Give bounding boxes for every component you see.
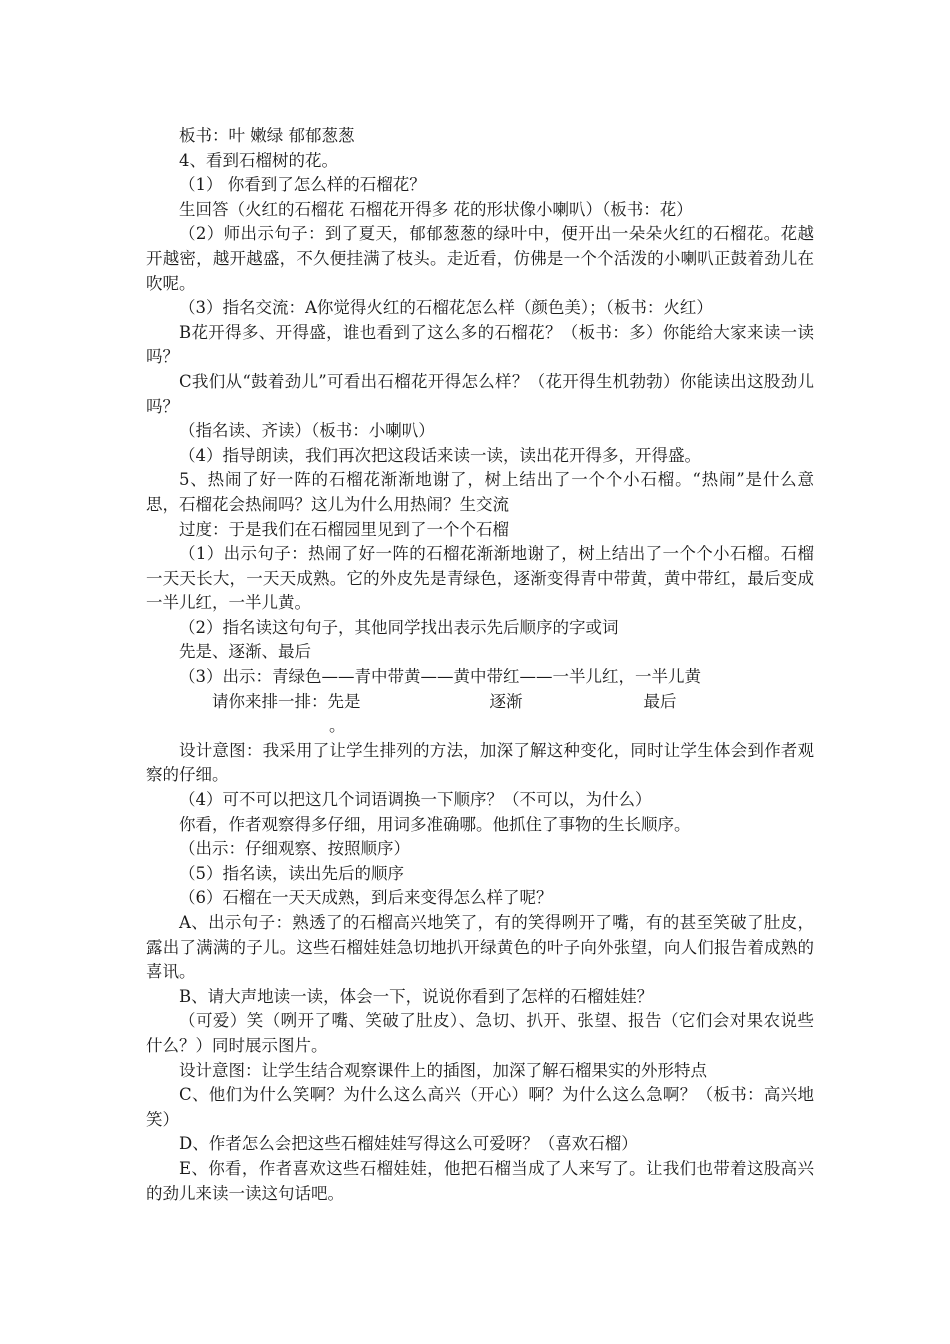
paragraph: （可爱）笑（咧开了嘴、笑破了肚皮）、急切、扒开、张望、报告（它们会对果农说些什么？）同时展示图片。 <box>146 1011 814 1055</box>
paragraph: （4）可不可以把这几个词语调换一下顺序？（不可以，为什么） <box>179 790 652 810</box>
paragraph: （出示：仔细观察、按照顺序） <box>179 839 410 859</box>
paragraph: （1）出示句子：热闹了好一阵的石榴花渐渐地谢了，树上结出了一个个小石榴。石榴一天天长大，一天天成熟。它的外皮先是青绿色，逐渐变得青中带黄，黄中带红，最后变成一半儿红，一半儿黄。 <box>146 544 814 613</box>
fill-in-blank-row <box>146 690 814 739</box>
paragraph: C、他们为什么笑啊？为什么这么高兴（开心）啊？为什么这么急啊？（板书：高兴地笑） <box>146 1085 814 1129</box>
paragraph: （3）指名交流：A你觉得火红的石榴花怎么样（颜色美）；（板书：火红） <box>179 298 713 318</box>
paragraph: B花开得多、开得盛，谁也看到了这么多的石榴花？（板书：多）你能给大家来读一读吗？ <box>146 322 814 367</box>
paragraph: （4）指导朗读，我们再次把这段话来读一读，读出花开得多，开得盛。 <box>179 445 701 465</box>
paragraph: （5）指名读，读出先后的顺序 <box>179 863 404 883</box>
paragraph: 板书：叶 嫩绿 郁郁葱葱 <box>179 126 355 145</box>
fill-in-prefix: 请你来排一排：先是 <box>212 691 361 711</box>
paragraph: C我们从“鼓着劲儿”可看出石榴花开得怎么样？（花开得生机勃勃）你能读出这股劲儿吗？ <box>146 371 814 416</box>
paragraph: 先是、逐渐、最后 <box>179 642 311 662</box>
paragraph: 设计意图：让学生结合观察课件上的插图，加深了解石榴果实的外形特点 <box>179 1060 707 1080</box>
paragraph: D、作者怎么会把这些石榴娃娃写得这么可爱呀？（喜欢石榴） <box>179 1134 638 1154</box>
paragraph: （3）出示：青绿色——青中带黄——黄中带红——一半儿红，一半儿黄 <box>179 667 701 687</box>
paragraph: A、出示句子：熟透了的石榴高兴地笑了，有的笑得咧开了嘴，有的甚至笑破了肚皮，露出了满满的子儿。这些石榴娃娃急切地扒开绿黄色的叶子向外张望，向人们报告着成熟的喜讯。 <box>146 913 814 982</box>
paragraph: （指名读、齐读）（板书：小喇叭） <box>179 421 435 441</box>
paragraph: 设计意图：我采用了让学生排列的方法，加深了解这种变化，同时让学生体会到作者观察的仔细。 <box>146 740 814 785</box>
paragraph: 生回答（火红的石榴花 石榴花开得多 花的形状像小喇叭）（板书：花） <box>179 199 693 219</box>
paragraph: 你看，作者观察得多仔细，用词多准确哪。他抓住了事物的生长顺序。 <box>179 814 691 834</box>
fill-in-word: 逐渐 <box>489 691 523 711</box>
document-body <box>146 124 814 1206</box>
paragraph: 4、看到石榴树的花。 <box>179 150 338 170</box>
paragraph: （1） 你看到了怎么样的石榴花？ <box>179 175 426 195</box>
paragraph: B、请大声地读一读，体会一下，说说你看到了怎样的石榴娃娃？ <box>179 986 654 1006</box>
paragraph: 过度：于是我们在石榴园里见到了一个个石榴 <box>179 519 509 539</box>
fill-in-word: 最后 <box>643 691 677 711</box>
paragraph: （6）石榴在一天天成熟，到后来变得怎么样了呢？ <box>179 888 553 908</box>
paragraph: （2）指名读这句句子，其他同学找出表示先后顺序的字或词 <box>179 617 619 637</box>
paragraph: E、你看，作者喜欢这些石榴娃娃，他把石榴当成了人来写了。让我们也带着这股高兴的劲儿来读一读这句话吧。 <box>146 1158 814 1203</box>
paragraph: 5、热闹了好一阵的石榴花渐渐地谢了，树上结出了一个个小石榴。“热闹”是什么意思，石榴花会热闹吗？这儿为什么用热闹？生交流 <box>146 470 814 514</box>
paragraph: （2）师出示句子：到了夏天，郁郁葱葱的绿叶中，便开出一朵朵火红的石榴花。花越开越密，越开越盛，不久便挂满了枝头。走近看，仿佛是一个个活泼的小喇叭正鼓着劲儿在吹呢。 <box>146 224 814 293</box>
fill-in-end: 。 <box>329 716 346 736</box>
